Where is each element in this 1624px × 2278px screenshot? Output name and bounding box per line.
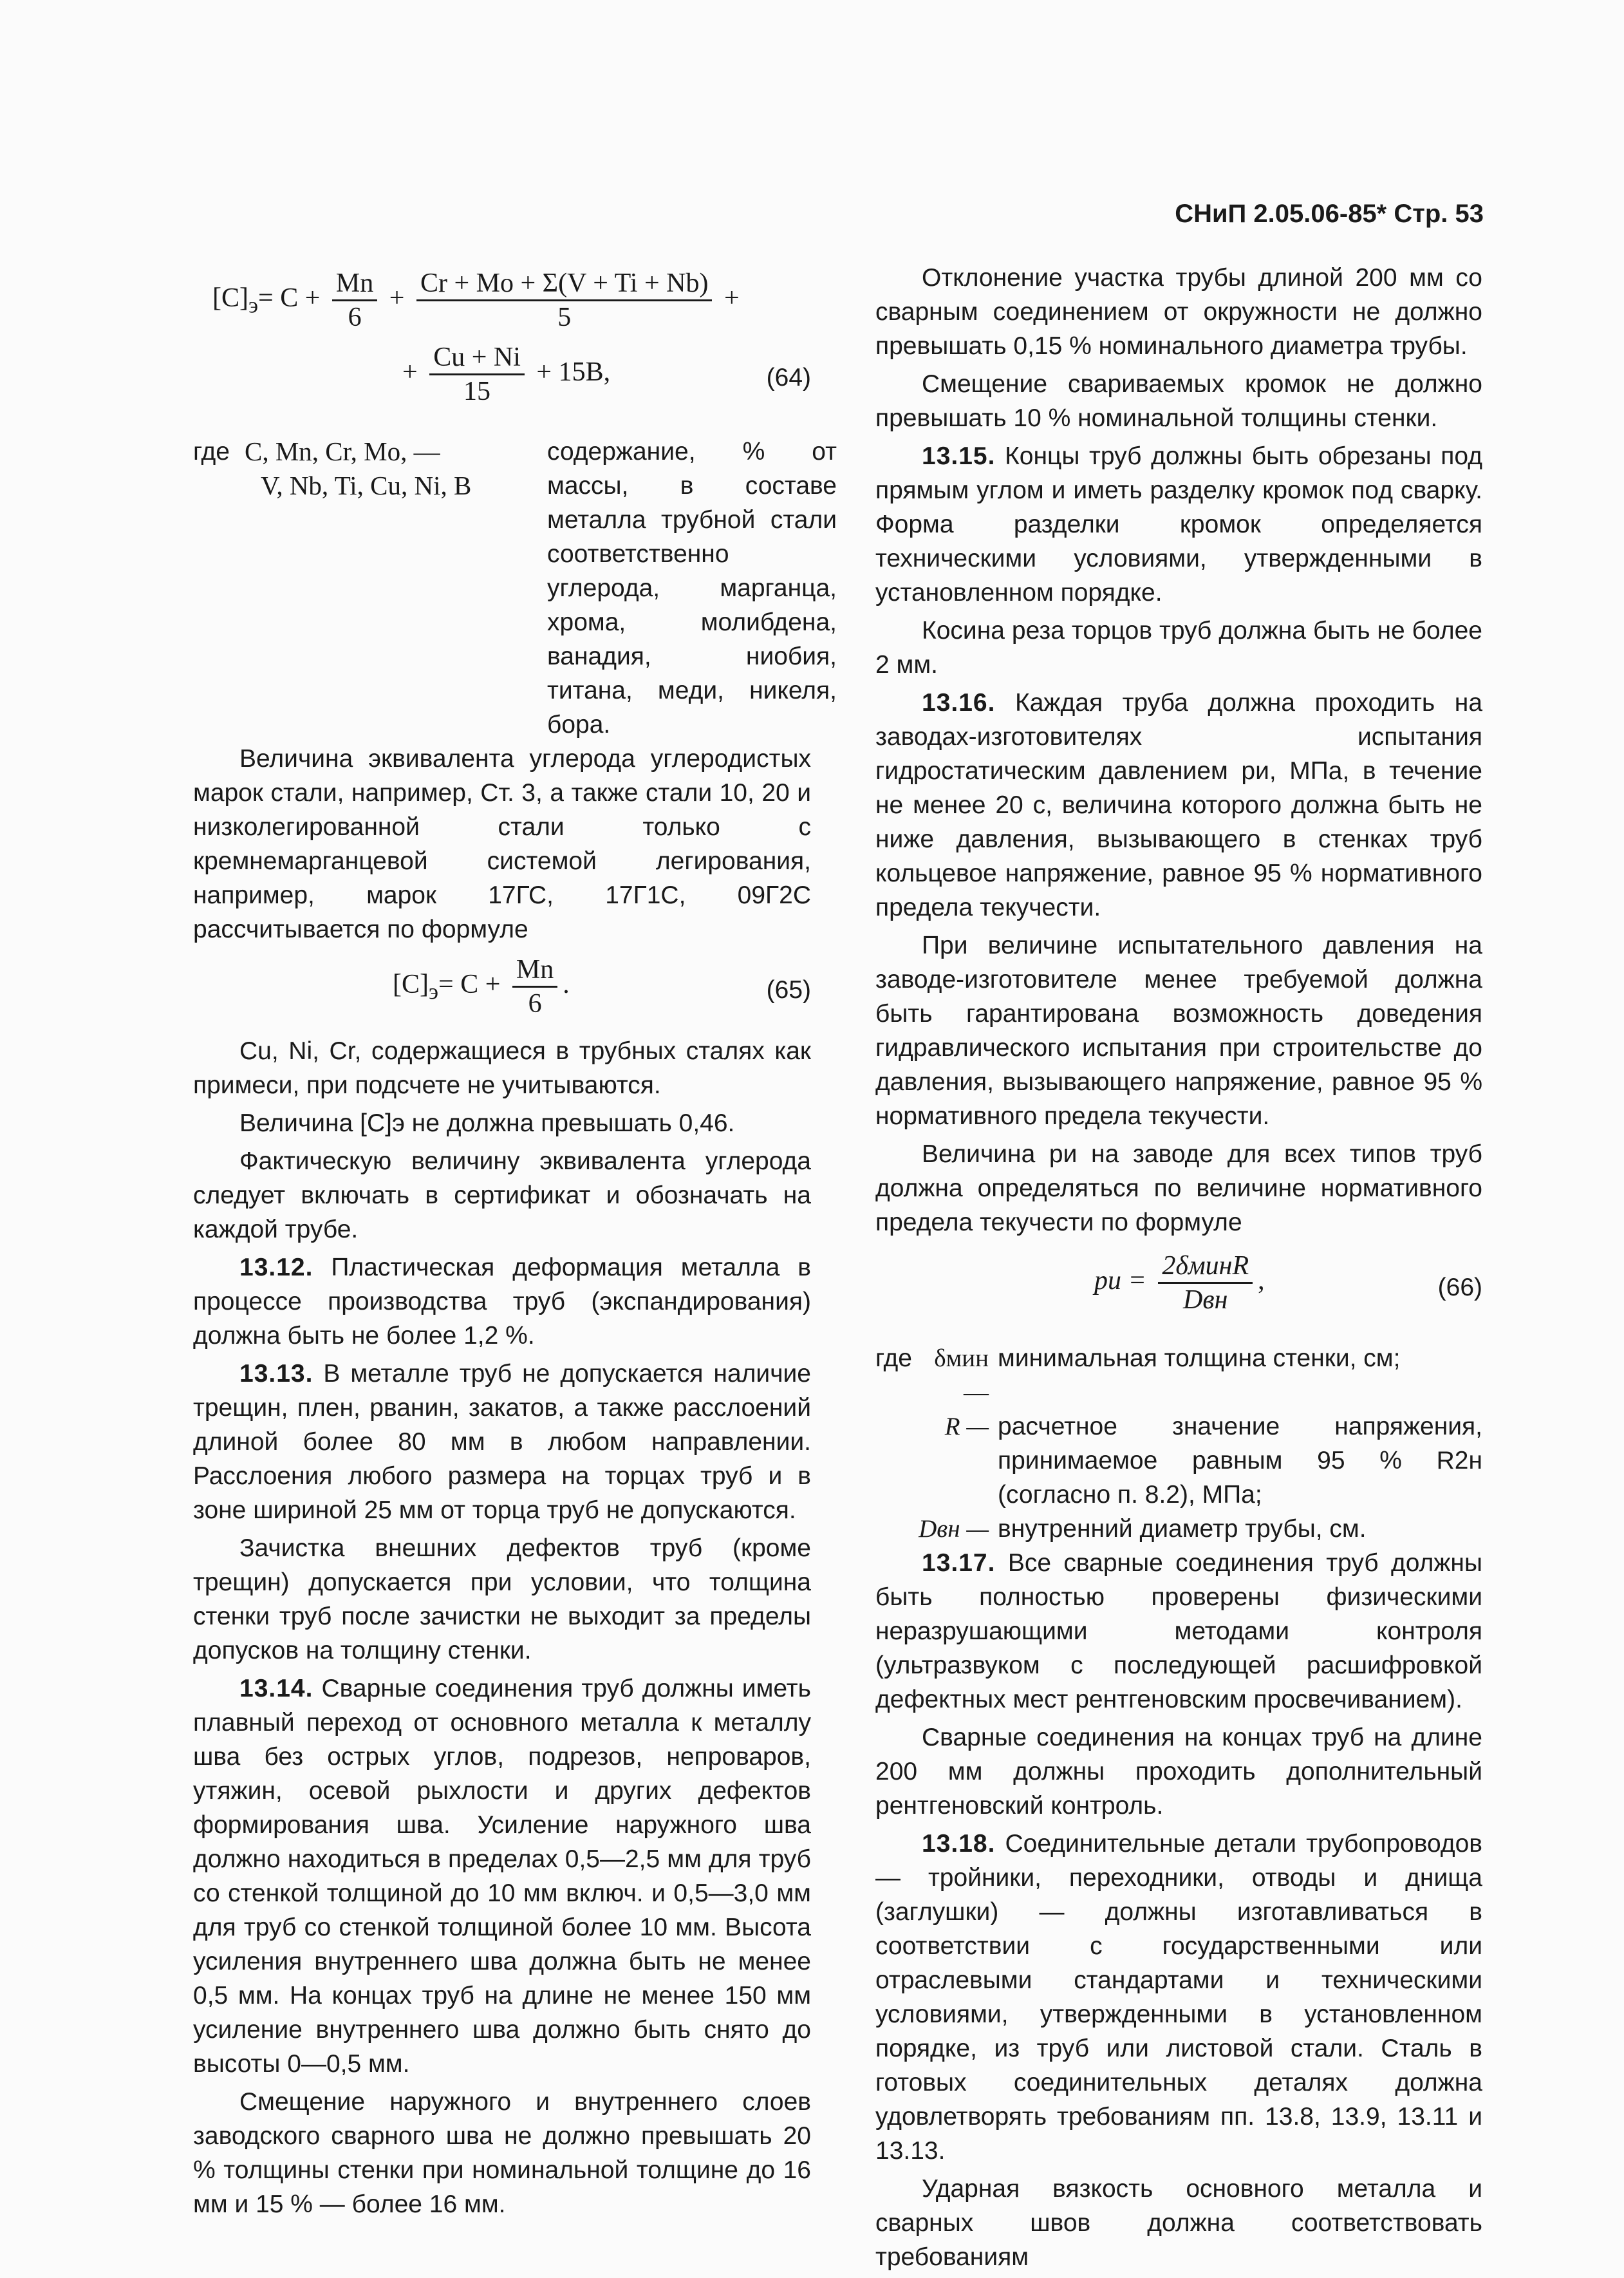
paragraph: Cu, Ni, Cr, содержащиеся в трубных сталях как примеси, при подсчете не учитываются. xyxy=(193,1037,811,1099)
paragraph: Отклонение участка трубы длиной 200 мм со сварным соединением от окружности не должно превышать 0,15 % номинального диаметра трубы. xyxy=(875,264,1482,360)
section-number: 13.13. xyxy=(239,1360,313,1388)
section-13-18: 13.18. Соединительные детали трубопроводов — тройники, переходники, отводы и днища (заглушки) — должны изготавливаться в соответствии с государственными или отраслевыми стандартами и техническими условиями, утвержденными в установленном порядке, из труб или листовой стали. Сталь в готовых соединительных деталях должна удовлетворять требованиям пп. 13.8, 13.9, 13.11 и 13.13. xyxy=(875,1830,1482,2165)
section-13-13: 13.13. В металле труб не допускается наличие трещин, плен, рванин, закатов, а также расслоений длиной более 80 мм в любом направлении. Расслоения любого размера на торцах труб и в зоне шириной 25 мм от торца труб не допускаются. xyxy=(193,1360,811,1524)
paragraph: Величина pи на заводе для всех типов труб должна определяться по величине нормативного предела текучести по формуле xyxy=(875,1140,1482,1236)
paragraph: Фактическую величину эквивалента углерода следует включать в сертификат и обозначать на каждой трубе. xyxy=(193,1147,811,1243)
left-column xyxy=(193,261,837,2225)
section-number: 13.15. xyxy=(922,442,996,470)
where-word: где xyxy=(193,438,230,466)
f64-term2: $\frac{Cr + Mo + \Sigma(V + Ti + Nb)}{5}$ xyxy=(416,267,713,334)
paragraph: Ударная вязкость основного металла и сварных швов должна соответствовать требованиям xyxy=(875,2175,1482,2271)
paragraph: Сварные соединения на концах труб на длине 200 мм должны проходить дополнительный рентгеновский контроль. xyxy=(875,1724,1482,1820)
where-description: содержание, % от массы, в составе металла трубной стали соответственно углерода, марганца, хрома, молибдена, ванадия, ниобия, титана, меди, никеля, бора. xyxy=(547,438,837,739)
eq-number-64: (64) xyxy=(766,364,811,391)
f64-tail: + 15B, xyxy=(536,357,611,388)
formula-65: $[C]_э= C$ + $\frac{Mn}{6}$ . (65) xyxy=(393,955,811,1019)
where-block-64 xyxy=(193,435,837,742)
section-number: 13.12. xyxy=(239,1254,313,1281)
section-13-15: 13.15. Концы труб должны быть обрезаны под прямым углом и иметь разделку кромок под сварку. Форма разделки кромок определяется техническими условиями, утвержденными в установленном порядке. xyxy=(875,442,1482,607)
section-13-16: 13.16. Каждая труба должна проходить на заводах-изготовителях испытания гидростатическим давлением pи, МПа, в течение не менее 20 с, величина которого должна быть не ниже давления, вызывающего в стенках труб кольцевое напряжение, равное 95 % нормативного предела текучести. xyxy=(875,689,1483,921)
f64-lhs: [C] xyxy=(212,283,248,314)
formula-64: $[C]_э= C$ + $\frac{Mn}{6}$ + $\frac{Cr + Mo + \Sigma(V + Ti + Nb)}{5}$ + + $\frac{Cu + Ni}{15}$ + 15B, (64) xyxy=(212,268,811,406)
section-13-17: 13.17. Все сварные соединения труб должны быть полностью проверены физическими неразрушающими методами контроля (ультразвуком с последующей расшифровкой дефектных мест рентгеновским просвечиванием). xyxy=(875,1549,1482,1713)
page-header: СНиП 2.05.06-85* Стр. 53 xyxy=(1175,200,1484,228)
eq-number-66: (66) xyxy=(1437,1274,1482,1301)
f64-term3: $\frac{Cu + Ni}{15}$ xyxy=(429,341,525,408)
paragraph: Смещение свариваемых кромок не должно превышать 10 % номинальной толщины стенки. xyxy=(875,370,1482,432)
paragraph: Смещение наружного и внутреннего слоев заводского сварного шва не должно превышать 20 % толщины стенки при номинальной толщине до 16 мм и 15 % — более 16 мм. xyxy=(193,2088,811,2218)
right-column xyxy=(875,261,1482,2278)
section-13-12: 13.12. Пластическая деформация металла в процессе производства труб (экспандирования) должна быть не более 1,2 %. xyxy=(193,1254,811,1350)
f64-lhs-sub: э xyxy=(248,292,259,318)
paragraph: Величина [C]э не должна превышать 0,46. xyxy=(239,1109,735,1137)
f64-eq: = C + xyxy=(258,283,321,314)
paragraph: Косина реза торцов труб должна быть не более 2 мм. xyxy=(875,617,1482,679)
eq-number-65: (65) xyxy=(766,976,811,1004)
section-13-14: 13.14. Сварные соединения труб должны иметь плавный переход от основного металла к металлу шва без острых углов, подрезов, непроваров, утяжин, осевой рыхлости и других дефектов формирования шва. Усиление наружного шва должно находиться в пределах 0,5—2,5 мм для труб со стенкой толщиной до 10 мм включ. и 0,5—3,0 мм для труб со стенкой толщиной более 10 мм. Высота усиления внутреннего шва должна быть не менее 0,5 мм. На концах труб на длине не менее 150 мм усиление внутреннего шва должно быть снято до высоты 0—0,5 мм. xyxy=(193,1675,811,2078)
section-number: 13.16. xyxy=(922,689,996,717)
where-block-66: где δмин — минимальная толщина стенки, см; R — расчетное значение напряжения, принимаемое равным 95 % R2н (согласно п. 8.2), МПа; Dвн — внутренний диаметр трубы, см. xyxy=(875,1344,1482,1543)
section-number: 13.14. xyxy=(239,1675,313,1702)
section-number: 13.18. xyxy=(922,1830,996,1858)
f64-term1: $\frac{Mn}{6}$ xyxy=(332,267,377,334)
paragraph: При величине испытательного давления на заводе-изготовителе менее требуемой должна быть гарантирована возможность доведения гидравлического испытания при строительстве до давления, вызывающего напряжение, равное 95 % нормативного предела текучести. xyxy=(875,932,1482,1130)
where-symbols: C, Mn, Cr, Mo, — V, Nb, Ti, Cu, Ni, B xyxy=(245,437,472,500)
paragraph: Величина эквивалента углерода углеродистых марок стали, например, Ст. 3, а также стали 10, 20 и низколегированной стали только с кремнемарганцевой системой легирования, например, марок 17ГС, 17Г1С, 09Г2С рассчитывается по формуле xyxy=(193,745,811,943)
paragraph: Зачистка внешних дефектов труб (кроме трещин) допускается при условии, что толщина стенки труб после зачистки не выходит за пределы допусков на толщину стенки. xyxy=(193,1534,811,1664)
formula-66: pи = $\frac{\text{2δминR}}{\text{Dвн}}$ , (66) xyxy=(1094,1251,1482,1315)
section-number: 13.17. xyxy=(922,1549,996,1577)
